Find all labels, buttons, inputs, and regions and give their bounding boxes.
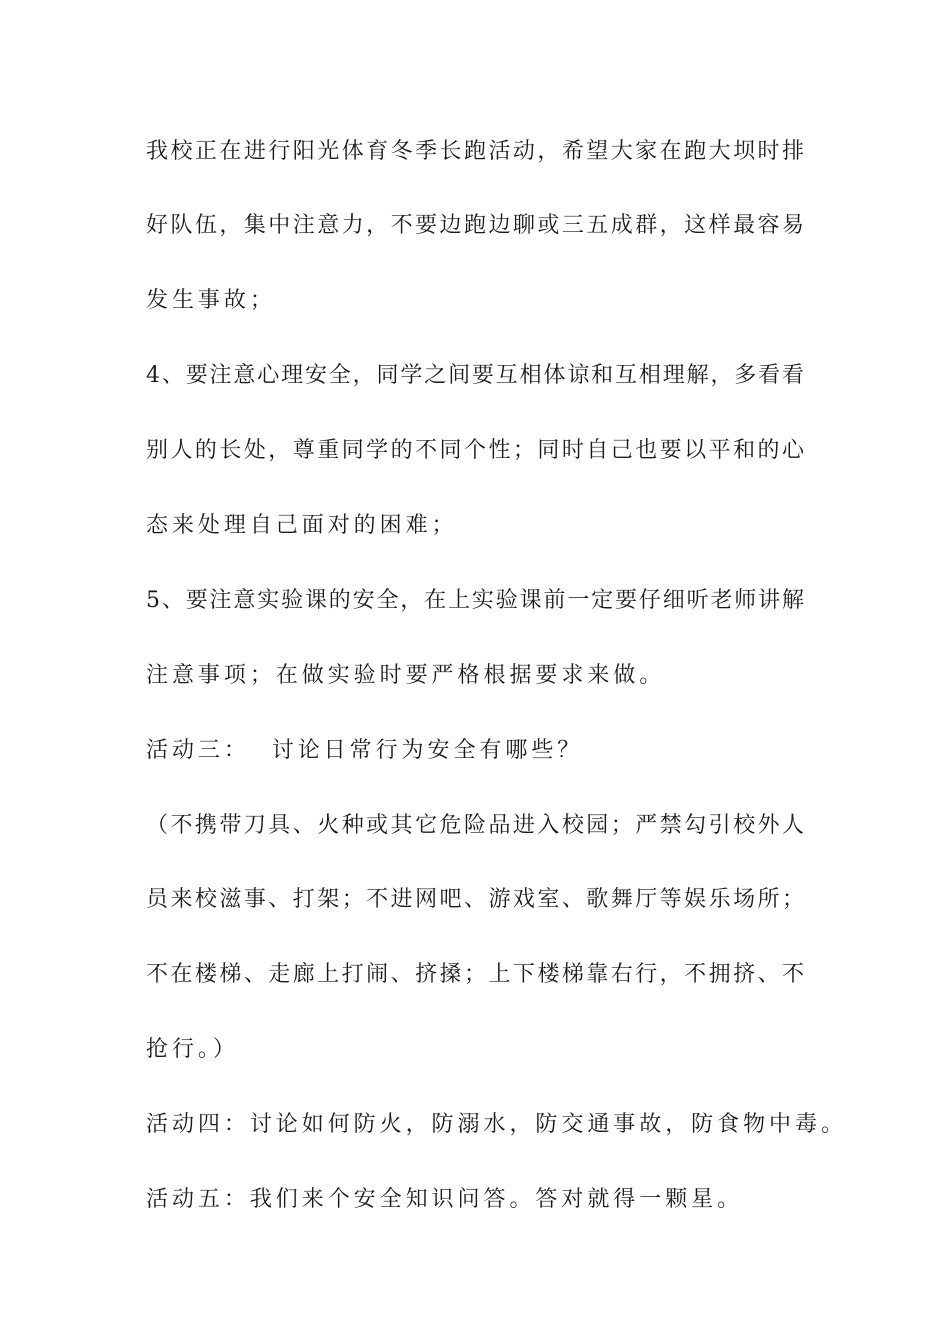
paragraph-line-8: 注意事项；在做实验时要严格根据要求来做。	[146, 663, 666, 688]
paragraph-line-3: 发生事故；	[146, 288, 276, 313]
paragraph-line-2: 好队伍，集中注意力，不要边跑边聊或三五成群，这样最容易	[146, 213, 804, 238]
paragraph-line-11: 员来校滋事、打架；不进网吧、游戏室、歌舞厅等娱乐场所；	[146, 887, 804, 912]
paragraph-line-13: 抢行。）	[146, 1037, 239, 1062]
paragraph-line-12: 不在楼梯、走廊上打闹、挤搡；上下楼梯靠右行，不拥挤、不	[146, 962, 804, 987]
activity-five-line: 活动五：我们来个安全知识问答。答对就得一颗星。	[146, 1187, 744, 1212]
paragraph-line-1: 我校正在进行阳光体育冬季长跑活动，希望大家在跑大坝时排	[146, 139, 804, 164]
paragraph-line-5: 别人的长处，尊重同学的不同个性；同时自己也要以平和的心	[146, 438, 804, 463]
paragraph-line-4: 4、要注意心理安全，同学之间要互相体谅和互相理解，多看看	[146, 363, 804, 388]
paragraph-line-6: 态来处理自己面对的困难；	[146, 513, 458, 538]
activity-four-line: 活动四：讨论如何防火，防溺水，防交通事故，防食物中毒。	[146, 1112, 847, 1137]
paragraph-line-7: 5、要注意实验课的安全，在上实验课前一定要仔细听老师讲解	[146, 588, 804, 613]
activity-three-heading: 活动三： 讨论日常行为安全有哪些？	[146, 738, 584, 763]
paragraph-line-10: （不携带刀具、火种或其它危险品进入校园；严禁勾引校外人	[146, 813, 804, 838]
